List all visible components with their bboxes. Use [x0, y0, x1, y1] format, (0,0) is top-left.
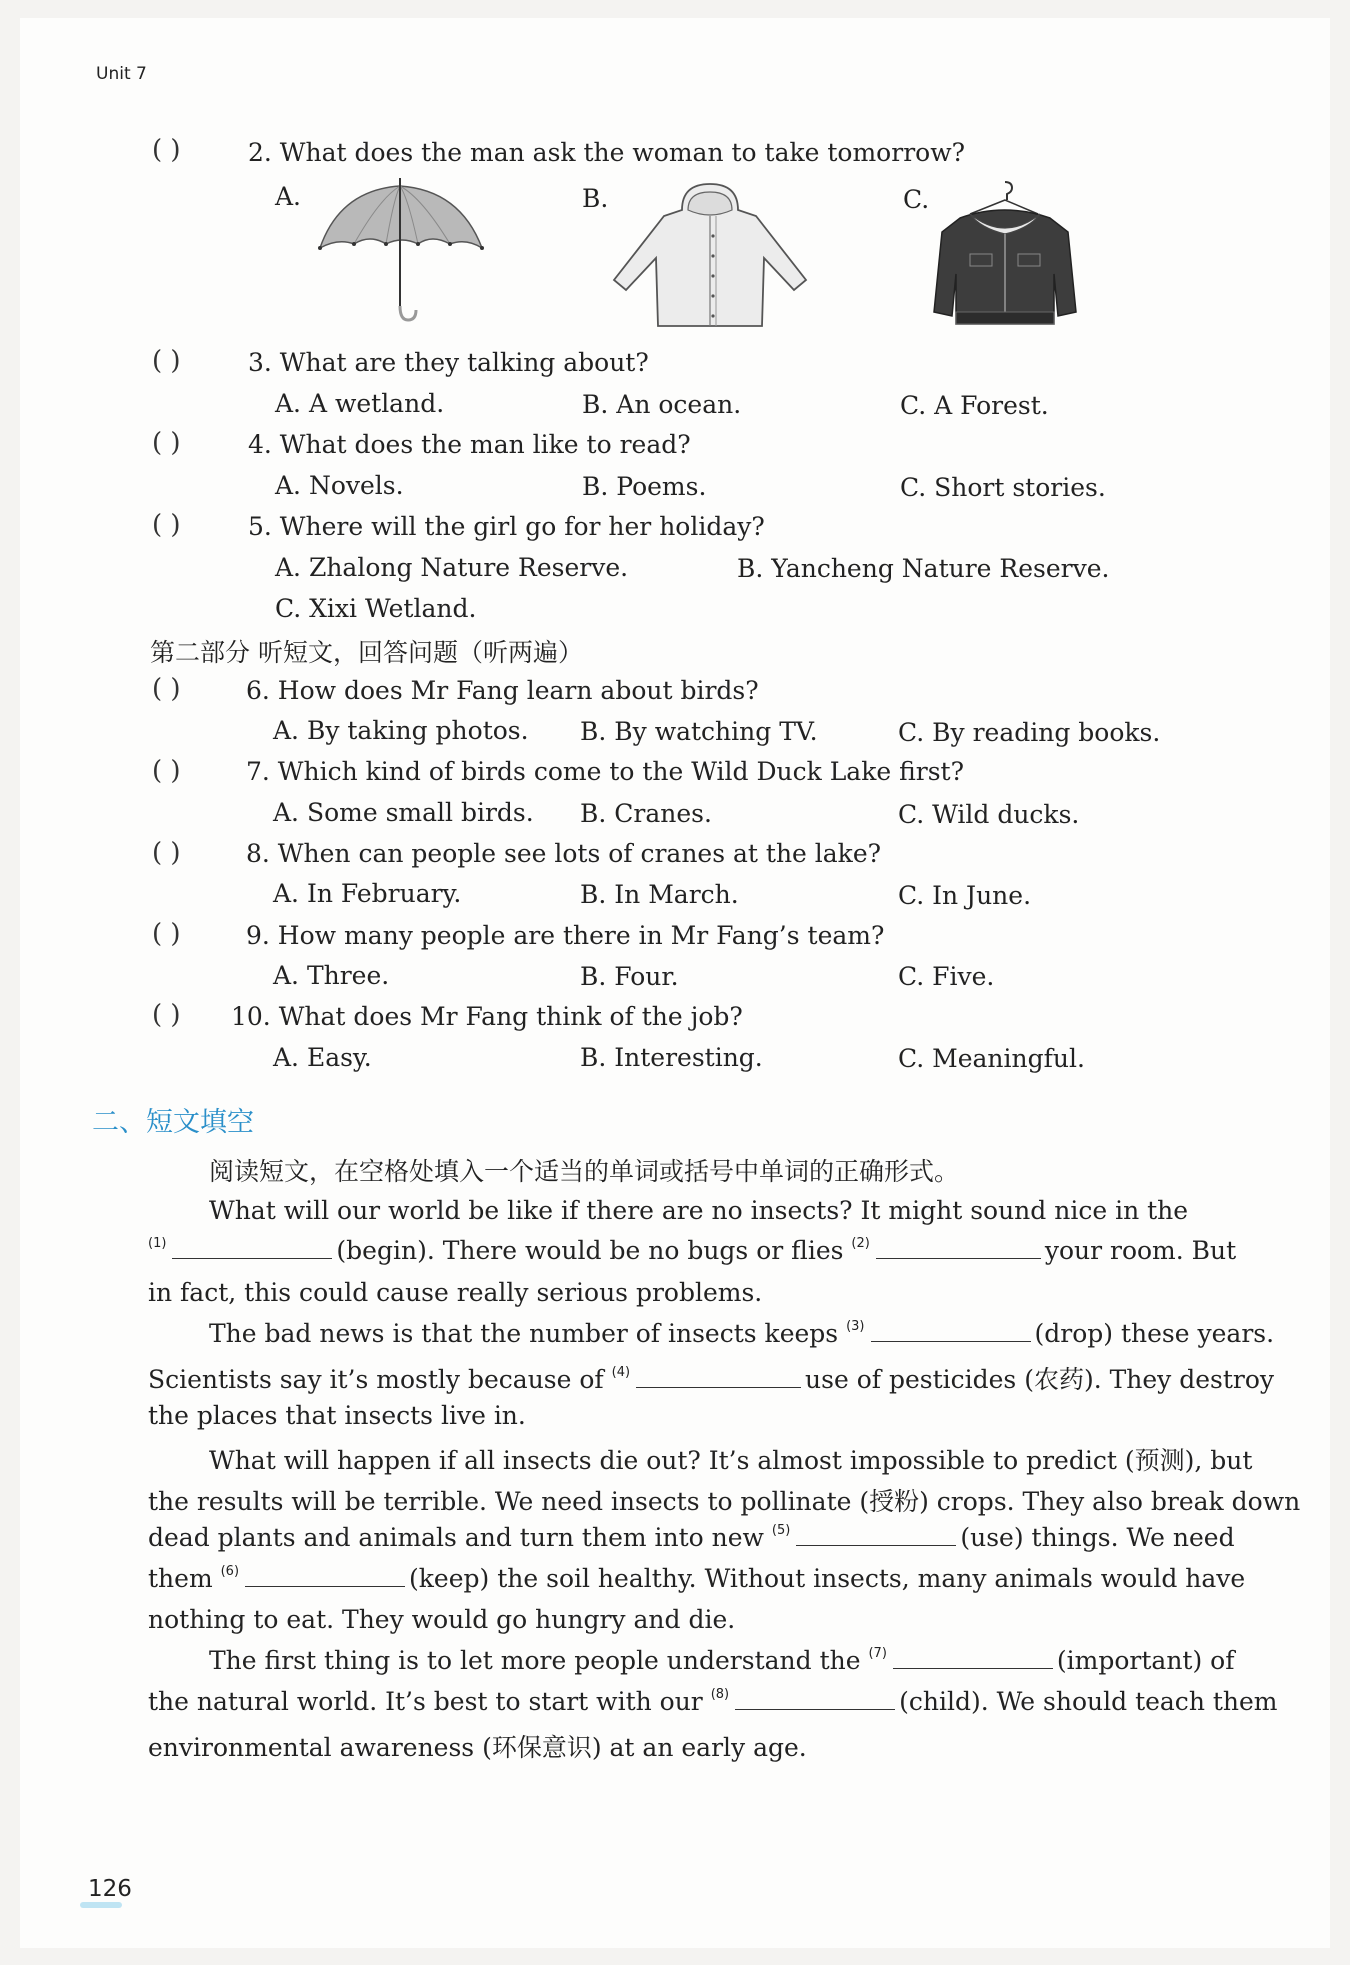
passage-line-3: in fact, this could cause really serious problems. — [148, 1278, 763, 1307]
unit-label: Unit 7 — [96, 64, 147, 84]
passage-line-11: nothing to eat. They would go hungry and die. — [148, 1605, 736, 1634]
option-6c: C. By reading books. — [898, 718, 1161, 747]
question-5: 5. Where will the girl go for her holiday? — [248, 512, 765, 541]
question-3: 3. What are they talking about? — [248, 348, 649, 377]
blank-number-3: (3) — [846, 1319, 865, 1334]
passage-text: (child). We should teach them — [899, 1687, 1278, 1716]
passage-line-2 — [148, 1236, 1236, 1265]
option-10c: C. Meaningful. — [898, 1044, 1085, 1073]
question-2: 2. What does the man ask the woman to take tomorrow? — [248, 138, 965, 167]
passage-text: (use) things. We need — [960, 1523, 1235, 1552]
passage-line-6: the places that insects live in. — [148, 1401, 526, 1430]
answer-paren-q2[interactable]: ( ) — [152, 135, 181, 165]
option-6a: A. By taking photos. — [273, 716, 529, 745]
option-8a: A. In February. — [273, 879, 462, 908]
option-7c: C. Wild ducks. — [898, 800, 1080, 829]
option-5c: C. Xixi Wetland. — [275, 594, 477, 623]
answer-paren-q9[interactable]: ( ) — [152, 919, 181, 949]
option-2a: A. — [275, 182, 302, 211]
page-number-highlight — [80, 1902, 122, 1908]
passage-line-1: What will our world be like if there are no insects? It might sound nice in the — [209, 1196, 1189, 1225]
blank-5[interactable] — [796, 1523, 956, 1546]
passage-line-7: What will happen if all insects die out? It’s almost impossible to predict (预测), but — [209, 1446, 1253, 1475]
passage-line-13 — [148, 1687, 1278, 1716]
option-4a: A. Novels. — [275, 471, 404, 500]
passage-line-10 — [148, 1564, 1245, 1593]
option-5b: B. Yancheng Nature Reserve. — [737, 554, 1110, 583]
blank-6[interactable] — [245, 1564, 405, 1587]
blank-number-4: (4) — [611, 1365, 631, 1380]
raincoat-icon — [610, 180, 810, 330]
option-2b: B. — [582, 184, 609, 213]
blank-number-8: (8) — [710, 1687, 730, 1702]
passage-text: The bad news is that the number of insects keeps — [209, 1319, 839, 1348]
passage-text: Scientists say it’s mostly because of — [148, 1365, 604, 1394]
passage-text: (important) of — [1056, 1646, 1235, 1675]
passage-text: (drop) these years. — [1034, 1319, 1275, 1348]
option-2c: C. — [903, 185, 930, 214]
answer-paren-q6[interactable]: ( ) — [152, 674, 181, 704]
blank-number-6: (6) — [220, 1564, 240, 1579]
blank-number-5: (5) — [771, 1523, 791, 1538]
option-3a: A. A wetland. — [275, 389, 445, 418]
option-5a: A. Zhalong Nature Reserve. — [275, 553, 629, 582]
answer-paren-q4[interactable]: ( ) — [152, 428, 181, 458]
passage-text: use of pesticides (农药). They destroy — [805, 1365, 1275, 1394]
option-7b: B. Cranes. — [580, 799, 712, 828]
passage-line-12 — [209, 1646, 1234, 1675]
answer-paren-q10[interactable]: ( ) — [152, 1000, 181, 1030]
blank-number-7: (7) — [868, 1646, 887, 1661]
option-7a: A. Some small birds. — [273, 798, 534, 827]
blank-1[interactable] — [172, 1236, 332, 1259]
option-8b: B. In March. — [580, 880, 739, 909]
passage-text: (keep) the soil healthy. Without insects, many animals would have — [409, 1564, 1246, 1593]
option-8c: C. In June. — [898, 881, 1032, 910]
option-10a: A. Easy. — [273, 1043, 372, 1072]
question-10: 10. What does Mr Fang think of the job? — [231, 1002, 743, 1031]
option-6b: B. By watching TV. — [580, 717, 818, 746]
passage-line-14: environmental awareness (环保意识) at an early age. — [148, 1733, 807, 1762]
passage-line-5 — [148, 1360, 1274, 1396]
question-9: 9. How many people are there in Mr Fang’s team? — [246, 921, 885, 950]
passage-text: The first thing is to let more people understand the — [209, 1646, 861, 1675]
passage-line-9 — [148, 1523, 1235, 1552]
passage-text: dead plants and animals and turn them into new — [148, 1523, 764, 1552]
section-instruction: 阅读短文，在空格处填入一个适当的单词或括号中单词的正确形式。 — [209, 1157, 960, 1186]
question-7: 7. Which kind of birds come to the Wild Duck Lake first? — [246, 757, 964, 786]
blank-3[interactable] — [871, 1319, 1031, 1342]
answer-paren-q7[interactable]: ( ) — [152, 756, 181, 786]
answer-paren-q8[interactable]: ( ) — [152, 838, 181, 868]
blank-4[interactable] — [636, 1365, 801, 1388]
option-9c: C. Five. — [898, 962, 995, 991]
question-6: 6. How does Mr Fang learn about birds? — [246, 676, 759, 705]
blank-8[interactable] — [735, 1687, 895, 1710]
answer-paren-q3[interactable]: ( ) — [152, 346, 181, 376]
blank-number-1: (1) — [148, 1236, 167, 1251]
option-4c: C. Short stories. — [900, 473, 1106, 502]
option-9b: B. Four. — [580, 962, 679, 991]
option-3c: C. A Forest. — [900, 391, 1049, 420]
part2-heading: 第二部分 听短文，回答问题（听两遍） — [150, 638, 583, 667]
passage-line-8: the results will be terrible. We need insects to pollinate (授粉) crops. They also break down — [148, 1487, 1301, 1516]
passage-text: them — [148, 1564, 213, 1593]
option-9a: A. Three. — [273, 961, 390, 990]
passage-text: the natural world. It’s best to start with our — [148, 1687, 703, 1716]
page-number: 126 — [88, 1876, 132, 1902]
jacket-icon — [930, 180, 1080, 332]
blank-2[interactable] — [876, 1236, 1041, 1259]
option-3b: B. An ocean. — [582, 390, 742, 419]
passage-text: (begin). There would be no bugs or flies — [336, 1236, 844, 1265]
option-10b: B. Interesting. — [580, 1043, 763, 1072]
umbrella-icon — [310, 178, 490, 328]
passage-text: your room. But — [1044, 1236, 1237, 1265]
section-title: 二、短文填空 — [92, 1107, 254, 1138]
blank-number-2: (2) — [851, 1236, 870, 1251]
question-4: 4. What does the man like to read? — [248, 430, 691, 459]
question-8: 8. When can people see lots of cranes at the lake? — [246, 839, 882, 868]
answer-paren-q5[interactable]: ( ) — [152, 510, 181, 540]
passage-line-4 — [209, 1319, 1274, 1348]
blank-7[interactable] — [893, 1646, 1053, 1669]
option-4b: B. Poems. — [582, 472, 707, 501]
